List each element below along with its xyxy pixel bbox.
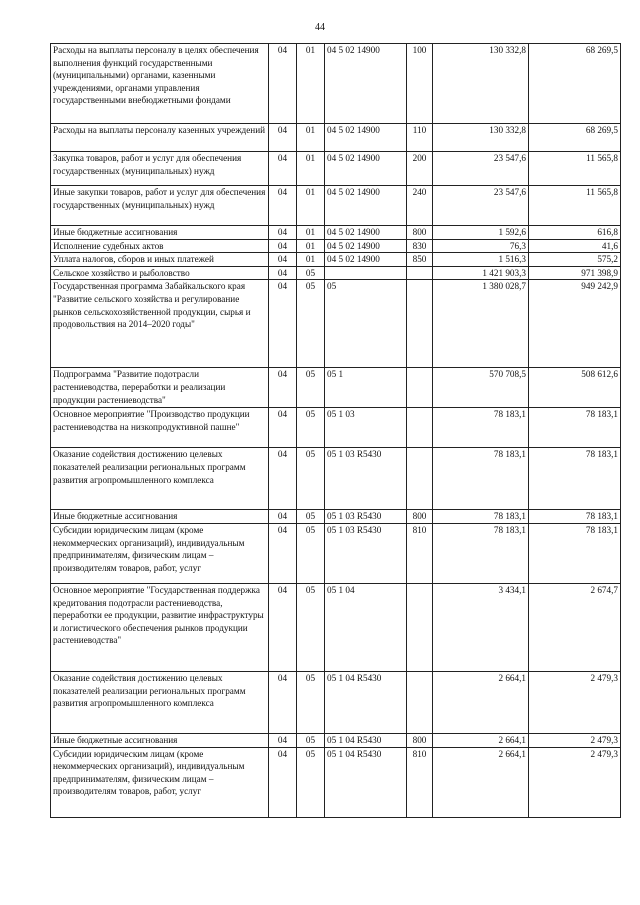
row-amount-plan: 78 183,1 [433, 448, 529, 510]
budget-table [50, 43, 621, 818]
row-amount-plan: 130 332,8 [433, 124, 529, 152]
row-expense-type [407, 671, 433, 733]
row-amount-plan: 3 434,1 [433, 583, 529, 671]
page-number: 44 [315, 22, 325, 33]
row-subsection: 01 [297, 186, 325, 226]
row-target-article: 05 1 03 R5430 [325, 523, 407, 583]
table-row [51, 253, 621, 267]
row-amount-plan: 78 183,1 [433, 510, 529, 524]
row-amount-plan: 2 664,1 [433, 671, 529, 733]
row-subsection: 05 [297, 671, 325, 733]
row-target-article: 05 [325, 280, 407, 368]
row-amount-actual: 68 269,5 [529, 44, 621, 124]
row-amount-actual: 11 565,8 [529, 186, 621, 226]
row-amount-actual: 2 479,3 [529, 671, 621, 733]
row-description: Оказание содействия достижению целевых показателей реализации региональных программ развития агропромышленного комплекса [51, 448, 269, 510]
row-amount-plan: 23 547,6 [433, 152, 529, 186]
row-amount-plan: 2 664,1 [433, 733, 529, 747]
row-section: 04 [269, 510, 297, 524]
row-description: Иные бюджетные ассигнования [51, 226, 269, 240]
row-description: Иные бюджетные ассигнования [51, 510, 269, 524]
row-amount-actual: 2 674,7 [529, 583, 621, 671]
row-target-article: 05 1 03 [325, 408, 407, 448]
row-subsection: 05 [297, 510, 325, 524]
row-description: Закупка товаров, работ и услуг для обеспечения государственных (муниципальных) нужд [51, 152, 269, 186]
row-target-article: 05 1 04 [325, 583, 407, 671]
row-description: Оказание содействия достижению целевых показателей реализации региональных программ развития агропромышленного комплекса [51, 671, 269, 733]
row-amount-plan: 130 332,8 [433, 44, 529, 124]
row-subsection: 05 [297, 266, 325, 280]
row-subsection: 05 [297, 583, 325, 671]
row-amount-plan: 78 183,1 [433, 408, 529, 448]
row-section: 04 [269, 408, 297, 448]
table-row [51, 733, 621, 747]
row-section: 04 [269, 124, 297, 152]
row-expense-type [407, 266, 433, 280]
row-section: 04 [269, 523, 297, 583]
row-target-article: 04 5 02 14900 [325, 44, 407, 124]
table-row [51, 280, 621, 368]
row-description: Субсидии юридическим лицам (кроме некоммерческих организаций), индивидуальным предпринимателям, физическим лицам – производителям товаров, работ, услуг [51, 523, 269, 583]
row-description: Расходы на выплаты персоналу в целях обеспечения выполнения функций государственными (муниципальными) органами, казенными учреждениями, органами управления государственными внебюджетными фондами [51, 44, 269, 124]
row-expense-type: 830 [407, 239, 433, 253]
row-target-article: 04 5 02 14900 [325, 124, 407, 152]
table-row [51, 408, 621, 448]
row-subsection: 01 [297, 124, 325, 152]
table-row [51, 266, 621, 280]
table-row [51, 448, 621, 510]
row-amount-actual: 575,2 [529, 253, 621, 267]
row-amount-plan: 76,3 [433, 239, 529, 253]
table-row [51, 671, 621, 733]
row-amount-actual: 78 183,1 [529, 408, 621, 448]
table-row [51, 186, 621, 226]
row-section: 04 [269, 44, 297, 124]
row-target-article: 04 5 02 14900 [325, 253, 407, 267]
row-expense-type: 850 [407, 253, 433, 267]
row-section: 04 [269, 583, 297, 671]
row-amount-plan: 23 547,6 [433, 186, 529, 226]
row-target-article [325, 266, 407, 280]
row-expense-type: 810 [407, 523, 433, 583]
row-amount-plan: 78 183,1 [433, 523, 529, 583]
row-target-article: 04 5 02 14900 [325, 226, 407, 240]
row-target-article: 04 5 02 14900 [325, 186, 407, 226]
row-subsection: 01 [297, 239, 325, 253]
row-description: Субсидии юридическим лицам (кроме некоммерческих организаций), индивидуальным предпринимателям, физическим лицам – производителям товаров, работ, услуг [51, 747, 269, 817]
row-target-article: 05 1 04 R5430 [325, 733, 407, 747]
row-amount-actual: 41,6 [529, 239, 621, 253]
row-target-article: 04 5 02 14900 [325, 152, 407, 186]
row-amount-plan: 1 516,3 [433, 253, 529, 267]
row-section: 04 [269, 239, 297, 253]
row-description: Иные закупки товаров, работ и услуг для обеспечения государственных (муниципальных) нужд [51, 186, 269, 226]
row-amount-actual: 78 183,1 [529, 448, 621, 510]
row-amount-actual: 78 183,1 [529, 523, 621, 583]
row-target-article: 04 5 02 14900 [325, 239, 407, 253]
table-row [51, 510, 621, 524]
row-description: Основное мероприятие "Государственная поддержка кредитования подотрасли растениеводства, переработки ее продукции, развитие инфраструктуры и логистического обеспечения рынков продукции растениеводства" [51, 583, 269, 671]
row-section: 04 [269, 226, 297, 240]
table-row [51, 368, 621, 408]
row-amount-actual: 616,8 [529, 226, 621, 240]
row-amount-actual: 971 398,9 [529, 266, 621, 280]
row-subsection: 01 [297, 44, 325, 124]
row-amount-actual: 508 612,6 [529, 368, 621, 408]
row-amount-actual: 68 269,5 [529, 124, 621, 152]
row-section: 04 [269, 448, 297, 510]
row-section: 04 [269, 186, 297, 226]
row-subsection: 05 [297, 408, 325, 448]
row-target-article: 05 1 04 R5430 [325, 671, 407, 733]
row-expense-type [407, 448, 433, 510]
row-subsection: 05 [297, 448, 325, 510]
row-section: 04 [269, 266, 297, 280]
row-target-article: 05 1 [325, 368, 407, 408]
row-expense-type: 200 [407, 152, 433, 186]
row-section: 04 [269, 368, 297, 408]
row-amount-plan: 1 380 028,7 [433, 280, 529, 368]
row-description: Подпрограмма "Развитие подотрасли растениеводства, переработки и реализации продукции растениеводства" [51, 368, 269, 408]
row-expense-type: 240 [407, 186, 433, 226]
row-subsection: 01 [297, 253, 325, 267]
row-expense-type: 800 [407, 226, 433, 240]
table-row [51, 226, 621, 240]
row-expense-type [407, 583, 433, 671]
row-expense-type [407, 280, 433, 368]
row-target-article: 05 1 03 R5430 [325, 510, 407, 524]
row-amount-actual: 11 565,8 [529, 152, 621, 186]
row-target-article: 05 1 03 R5430 [325, 448, 407, 510]
row-section: 04 [269, 733, 297, 747]
row-amount-actual: 2 479,3 [529, 747, 621, 817]
table-row [51, 747, 621, 817]
row-subsection: 05 [297, 280, 325, 368]
table-row [51, 523, 621, 583]
row-expense-type [407, 408, 433, 448]
row-description: Исполнение судебных актов [51, 239, 269, 253]
row-description: Основное мероприятие "Производство продукции растениеводства на низкопродуктивной пашне" [51, 408, 269, 448]
table-row [51, 44, 621, 124]
row-amount-plan: 1 421 903,3 [433, 266, 529, 280]
table-row [51, 152, 621, 186]
row-expense-type: 100 [407, 44, 433, 124]
row-subsection: 05 [297, 523, 325, 583]
row-expense-type: 800 [407, 733, 433, 747]
row-amount-actual: 949 242,9 [529, 280, 621, 368]
row-amount-actual: 2 479,3 [529, 733, 621, 747]
row-description: Расходы на выплаты персоналу казенных учреждений [51, 124, 269, 152]
row-amount-plan: 2 664,1 [433, 747, 529, 817]
row-description: Государственная программа Забайкальского края "Развитие сельского хозяйства и регулирование рынков сельскохозяйственной продукции, сырья и продовольствия на 2014–2020 годы" [51, 280, 269, 368]
row-description: Иные бюджетные ассигнования [51, 733, 269, 747]
row-expense-type: 800 [407, 510, 433, 524]
row-section: 04 [269, 280, 297, 368]
row-target-article: 05 1 04 R5430 [325, 747, 407, 817]
table-row [51, 124, 621, 152]
row-amount-plan: 570 708,5 [433, 368, 529, 408]
row-section: 04 [269, 253, 297, 267]
row-subsection: 01 [297, 226, 325, 240]
row-subsection: 05 [297, 747, 325, 817]
row-description: Уплата налогов, сборов и иных платежей [51, 253, 269, 267]
row-expense-type [407, 368, 433, 408]
row-amount-actual: 78 183,1 [529, 510, 621, 524]
row-subsection: 05 [297, 733, 325, 747]
row-expense-type: 110 [407, 124, 433, 152]
row-expense-type: 810 [407, 747, 433, 817]
row-amount-plan: 1 592,6 [433, 226, 529, 240]
table-row [51, 583, 621, 671]
row-section: 04 [269, 747, 297, 817]
row-subsection: 05 [297, 368, 325, 408]
row-description: Сельское хозяйство и рыболовство [51, 266, 269, 280]
row-section: 04 [269, 152, 297, 186]
row-subsection: 01 [297, 152, 325, 186]
table-row [51, 239, 621, 253]
row-section: 04 [269, 671, 297, 733]
